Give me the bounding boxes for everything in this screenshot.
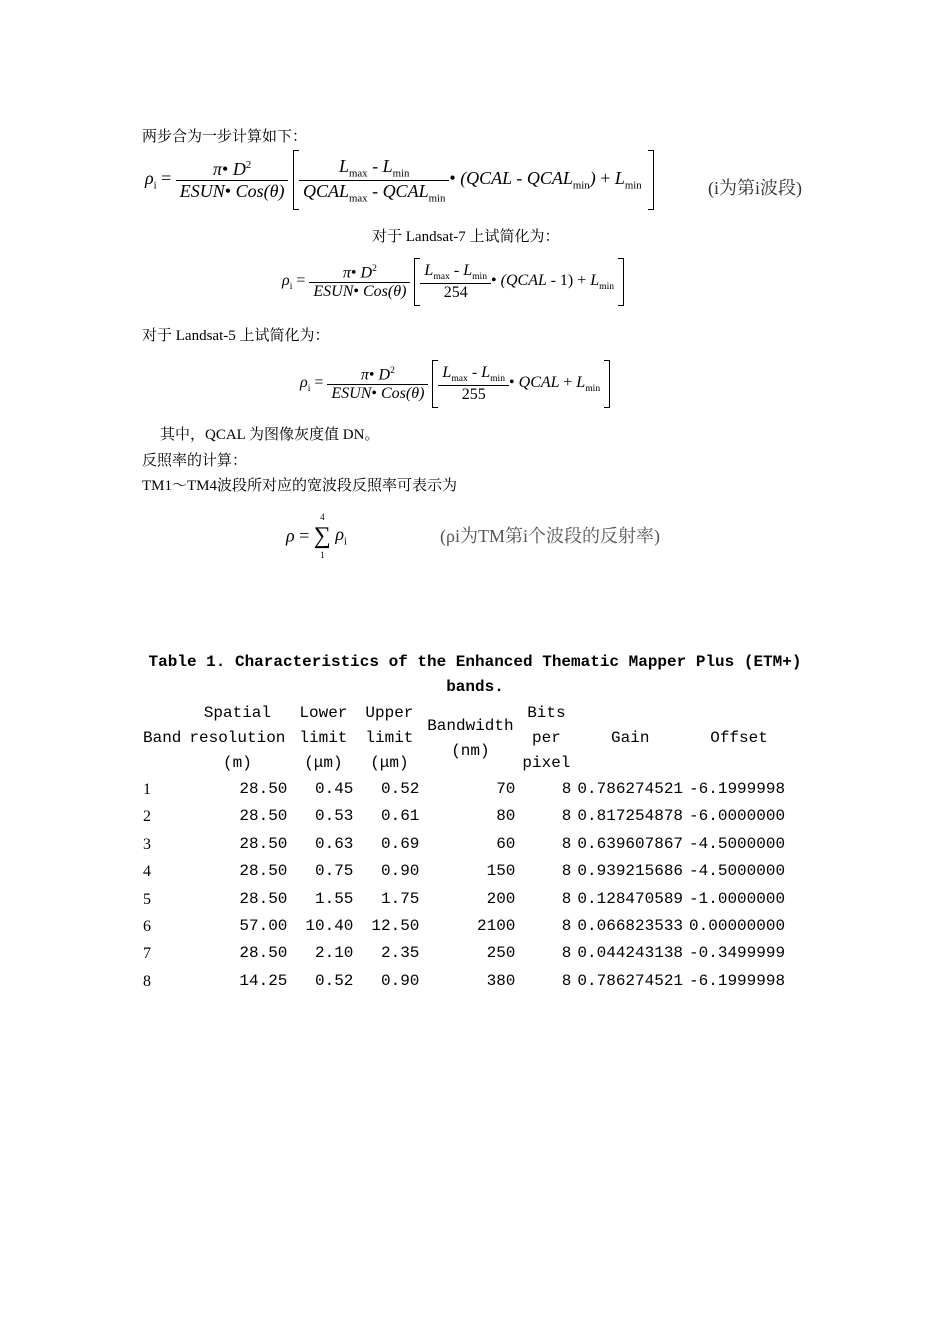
cell-resolution: 28.50 [239,780,288,798]
cell-bandwidth: 70 [496,780,516,798]
header-spatial-resolution: Spatial resolution (m) [189,704,286,772]
intro-text: 两步合为一步计算如下： [142,129,308,145]
table-row [140,913,792,940]
header-offset: Offset [710,729,768,747]
cell-bits: 8 [561,944,572,963]
cell-bits: 8 [561,834,572,853]
cell-lower: 0.53 [315,807,354,826]
header-upper-limit: Upper limit (μm) [365,704,414,772]
header-lower-limit: Lower limit (μm) [299,704,348,772]
cell-gain: 0.128470589 [577,889,684,908]
cell-band: 6 [143,918,151,936]
cell-lower: 0.52 [315,971,354,990]
cell-bits: 8 [561,917,572,936]
cell-bandwidth: 200 [486,889,516,908]
equation-note-albedo: (ρi为TM第i个波段的反射率) [440,526,660,546]
cell-upper: 2.35 [381,944,420,963]
qcal-note: 其中，QCAL 为图像灰度值 DN。 [160,427,380,443]
cell-resolution: 28.50 [239,944,288,963]
cell-offset: -6.0000000 [689,807,786,826]
cell-resolution: 28.50 [239,807,288,826]
cell-upper: 0.52 [381,780,420,798]
cell-resolution: 28.50 [239,834,288,853]
cell-upper: 0.90 [381,971,420,990]
cell-upper: 0.90 [381,862,420,881]
cell-bandwidth: 60 [496,834,516,853]
landsat7-text: 对于 Landsat-7 上试简化为： [372,229,560,245]
cell-lower: 10.40 [305,917,354,936]
cell-upper: 1.75 [381,889,420,908]
cell-bits: 8 [561,807,572,826]
cell-bits: 8 [561,862,572,881]
table-row [140,831,792,858]
cell-bits: 8 [561,889,572,908]
cell-upper: 0.69 [381,834,420,853]
equation-albedo: ρ = 4 ∑ 1 $\rho_i$ [286,512,348,560]
cell-band: 7 [143,945,151,963]
table-header-row [140,701,792,776]
landsat5-denominator: 255 [461,385,486,403]
cell-band: 8 [143,972,151,990]
header-bandwidth: Bandwidth (nm) [427,716,514,760]
cell-offset: -1.0000000 [689,889,786,908]
equation-landsat7: $\rho_i$ = $\frac{\pi• D^2}{\text{ESUN• Cos(θ)}}$ $\frac{L_{max} - L_{min}}{254}$ • (QCAL - $1) + L_{min}$ [282,258,624,306]
cell-offset: -6.1999998 [689,780,786,798]
cell-bandwidth: 250 [486,944,516,963]
cell-band: 1 [143,781,151,798]
header-band: Band [143,729,182,747]
cell-bandwidth: 380 [486,971,516,990]
cell-lower: 0.63 [315,834,354,853]
table-row [140,803,792,830]
cell-band: 2 [143,808,151,826]
equation-note-band: (i为第i波段) [708,178,802,198]
header-bits-per-pixel: Bits per pixel [522,704,571,772]
table-row [140,858,792,885]
table-title: Table 1. Characteristics of the Enhanced Thematic Mapper Plus (ETM+) bands. [148,653,802,696]
cell-offset: 0.00000000 [689,917,786,936]
etm-characteristics-table [140,701,792,995]
cell-lower: 1.55 [315,889,354,908]
equation-combined: $\rho_i$ = $\frac{\pi• D^2}{\text{ESUN• Cos(θ)}}$ $\frac{L_{max} - L_{min}}{QCAL_{max} - QCAL_{min}}$ • (QCAL - $QCAL_{min}) + L_{min}$ [145,150,654,210]
cell-band: 4 [143,863,151,881]
table-row [140,968,792,995]
header-gain: Gain [611,729,650,747]
cell-resolution: 28.50 [239,889,288,908]
cell-upper: 12.50 [371,917,420,936]
cell-lower: 2.10 [315,944,354,963]
cell-offset: -4.5000000 [689,834,786,853]
cell-resolution: 28.50 [239,862,288,881]
cell-lower: 0.75 [315,862,354,881]
cell-upper: 0.61 [381,807,420,826]
landsat7-denominator: 254 [443,283,468,301]
cell-gain: 0.786274521 [577,780,684,798]
cell-offset: -0.3499999 [689,944,786,963]
cell-lower: 0.45 [315,780,354,798]
cell-bandwidth: 80 [496,807,516,826]
cell-gain: 0.817254878 [577,807,684,826]
cell-offset: -4.5000000 [689,862,786,881]
cell-gain: 0.639607867 [577,834,684,853]
cell-band: 3 [143,835,151,853]
table-row [140,886,792,913]
cell-offset: -6.1999998 [689,971,786,990]
landsat5-text: 对于 Landsat-5 上试简化为： [142,328,330,344]
cell-bits: 8 [561,971,572,990]
cell-bits: 8 [561,780,572,798]
cell-bandwidth: 2100 [477,917,516,936]
equation-landsat5: $\rho_i$ = $\frac{\pi• D^2}{\text{ESUN• Cos(θ)}}$ $\frac{L_{max} - L_{min}}{255}$ • QCAL + $L_{min}$ [300,360,610,408]
reflectance-heading: 反照率的计算： [142,453,248,469]
cell-bandwidth: 150 [486,862,516,881]
cell-band: 5 [143,890,151,908]
cell-resolution: 57.00 [239,917,288,936]
cell-gain: 0.939215686 [577,862,684,881]
table-row [140,940,792,967]
table-row [140,776,792,803]
cell-resolution: 14.25 [239,971,288,990]
cell-gain: 0.786274521 [577,971,684,990]
tm-sentence: TM1～TM4波段所对应的宽波段反照率可表示为 [142,478,458,494]
cell-gain: 0.066823533 [577,917,684,936]
cell-gain: 0.044243138 [577,944,684,963]
